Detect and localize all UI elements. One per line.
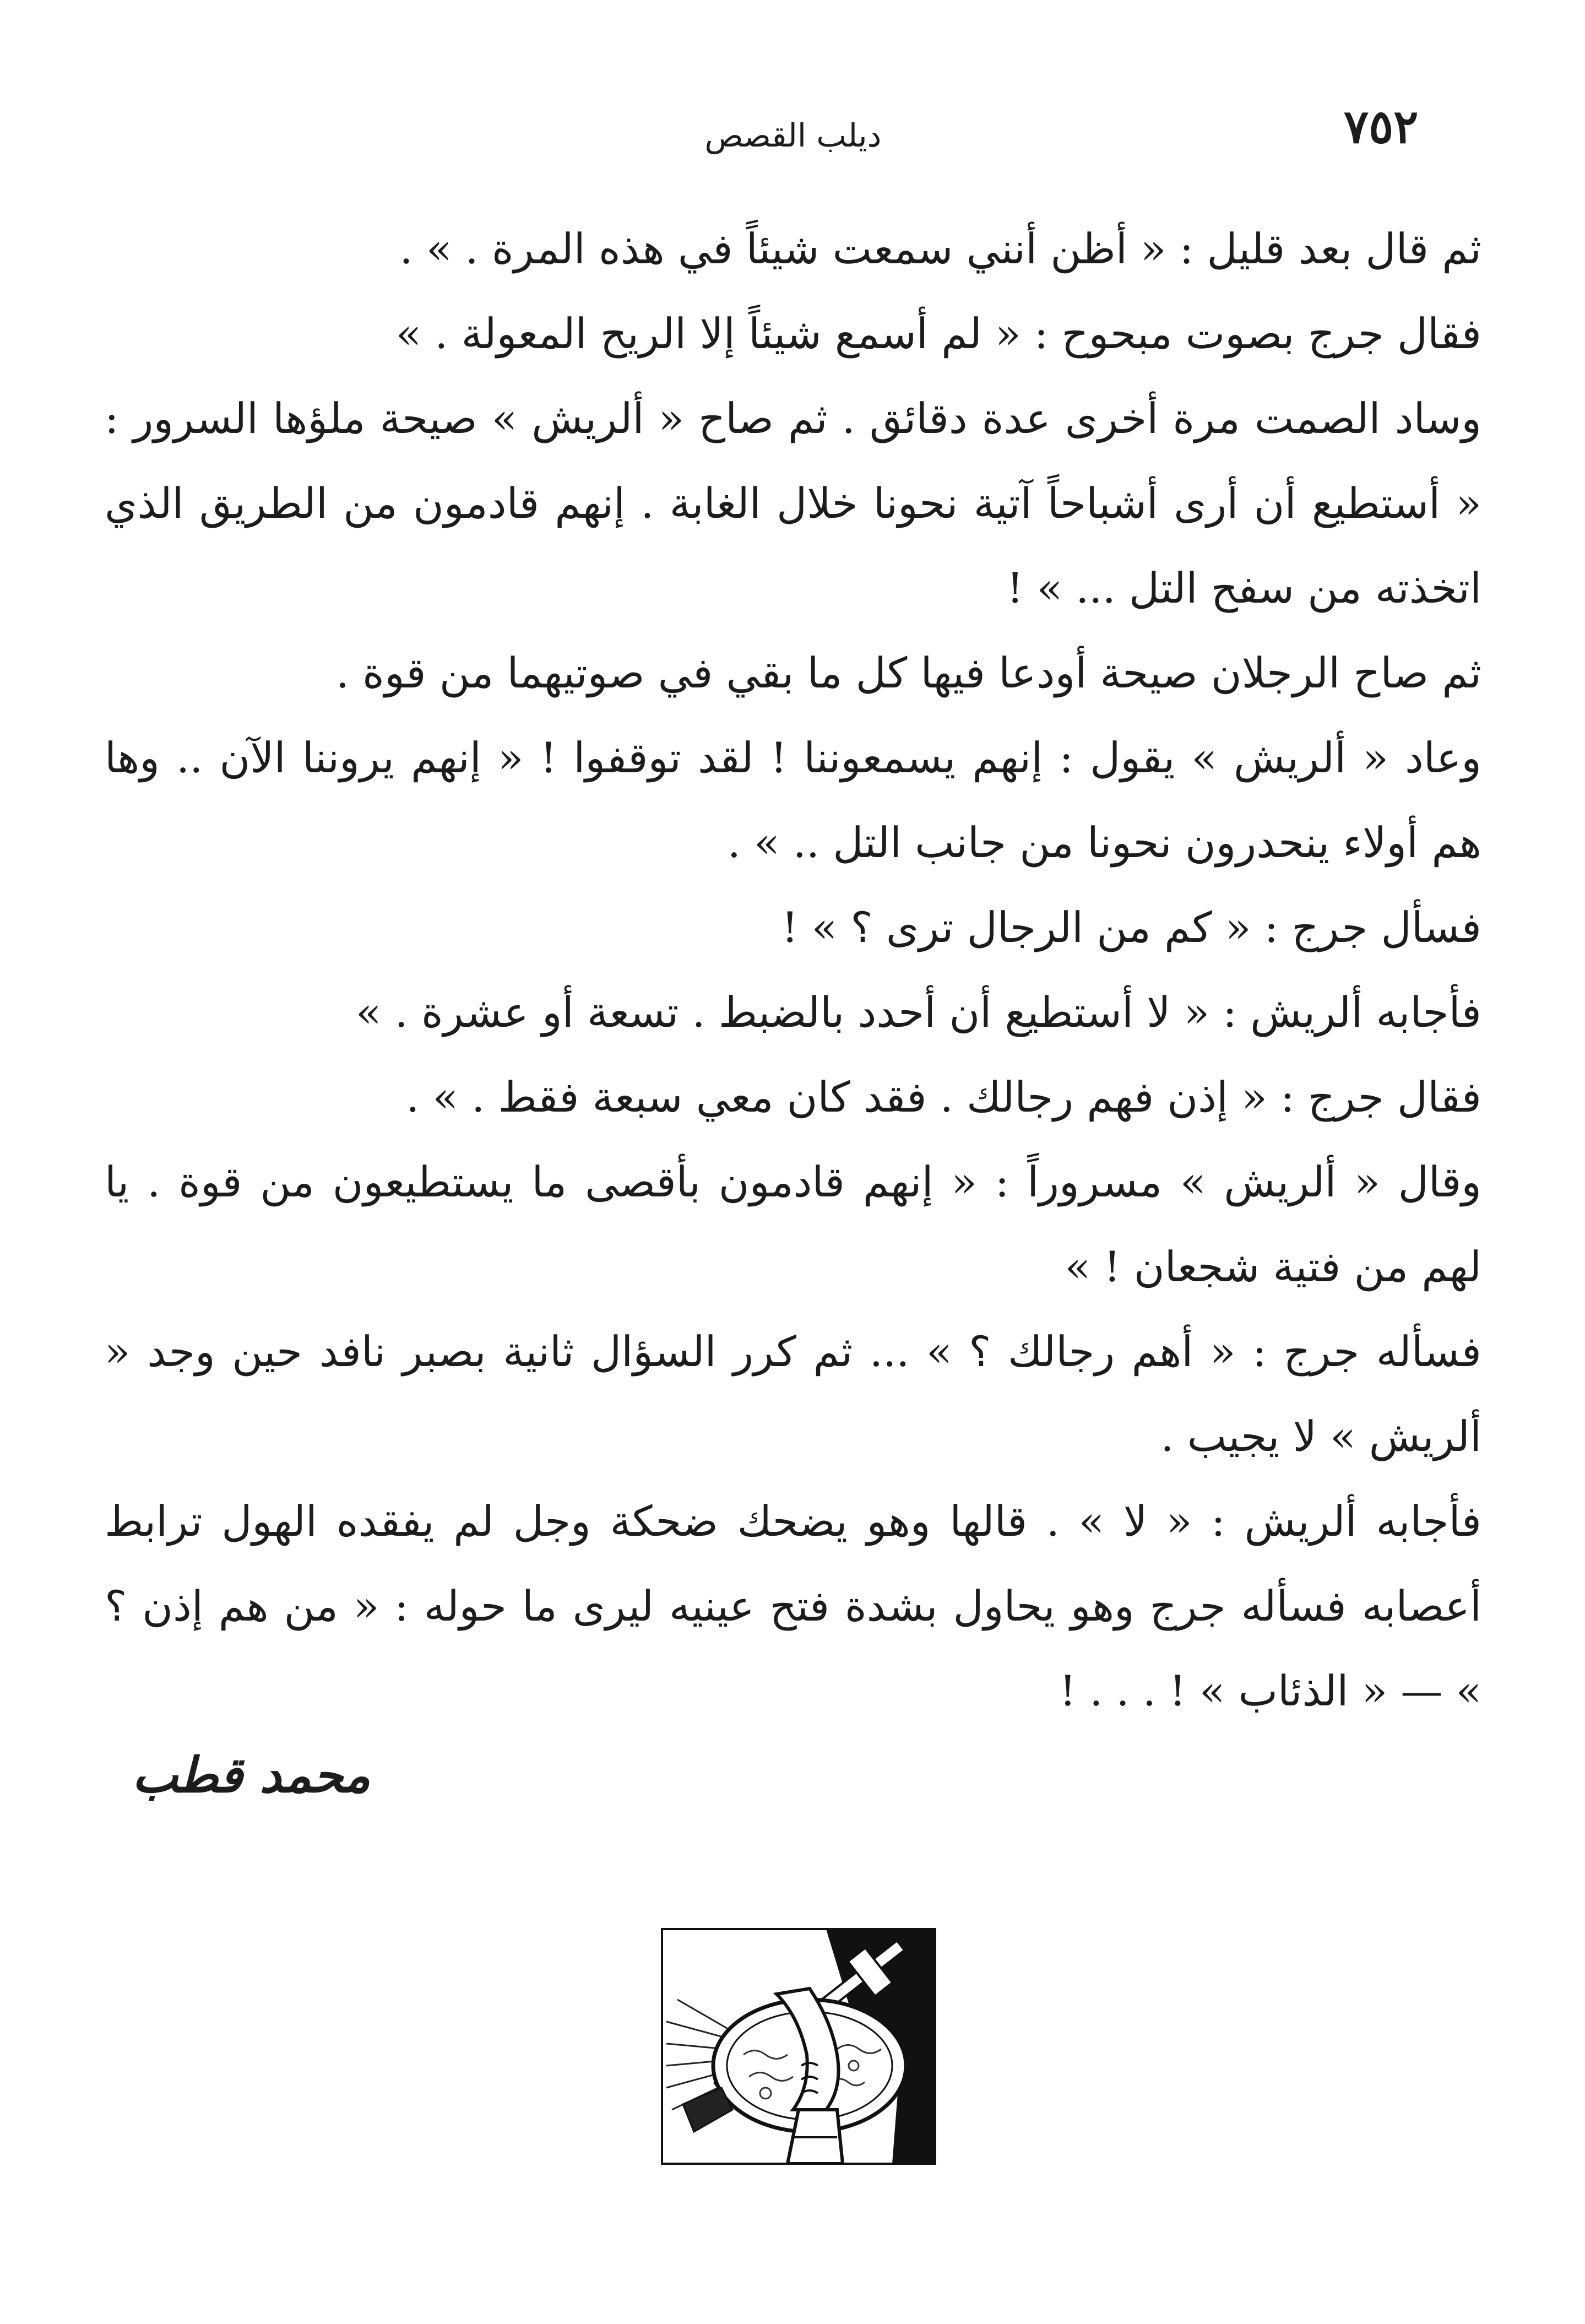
body-text [105,207,1481,1733]
paragraph: فأجابه ألريش : « لا » . قالها وهو يضحك ضحكة وجل لم يفقده الهول ترابط أعصابه فسأله جرج وهو يحاول بشدة فتح عينيه ليرى ما حوله : « من هم إذن ؟ » — « الذئاب » ! . . . ! [105,1497,1481,1715]
running-head: ديلب القصص [704,117,882,154]
paragraph: ثم قال بعد قليل : « أظن أنني سمعت شيئاً في هذه المرة . » . [399,224,1481,273]
paragraph: فسأله جرج : « أهم رجالك ؟ » ... ثم كرر السؤال ثانية بصبر نافد حين وجد « ألريش » لا يجيب . [105,1327,1481,1461]
paragraph: وقال « ألريش » مسروراً : « إنهم قادمون بأقصى ما يستطيعون من قوة . يا لهم من فتية شجعان ! » [105,1157,1481,1291]
paragraph: فقال جرج بصوت مبحوح : « لم أسمع شيئاً إلا الريح المعولة . » [395,309,1481,358]
paragraph: فقال جرج : « إذن فهم رجالك . فقد كان معي سبعة فقط . » . [406,1072,1481,1122]
paragraph: فسأل جرج : « كم من الرجال ترى ؟ » ! [781,903,1481,952]
author-signature: محمد قطب [132,1746,371,1803]
hands-tablet-ornament-icon [661,1928,936,2165]
paragraph: ثم صاح الرجلان صيحة أودعا فيها كل ما بقي في صوتيهما من قوة . [335,648,1481,697]
paragraph: فأجابه ألريش : « لا أستطيع أن أحدد بالضبط . تسعة أو عشرة . » [356,988,1481,1037]
page-number: ٧٥٢ [1344,99,1419,154]
paragraph: وعاد « ألريش » يقول : إنهم يسمعوننا ! لقد توقفوا ! « إنهم يروننا الآن .. وها هم أولاء ينحدرون نحونا من جانب التل .. » . [105,733,1481,867]
paragraph: وساد الصمت مرة أخرى عدة دقائق . ثم صاح « ألريش » صيحة ملؤها السرور : « أستطيع أن أرى أشباحاً آتية نحونا خلال الغابة . إنهم قادمون من الطريق الذي اتخذته من سفح التل ... » ! [105,394,1481,613]
